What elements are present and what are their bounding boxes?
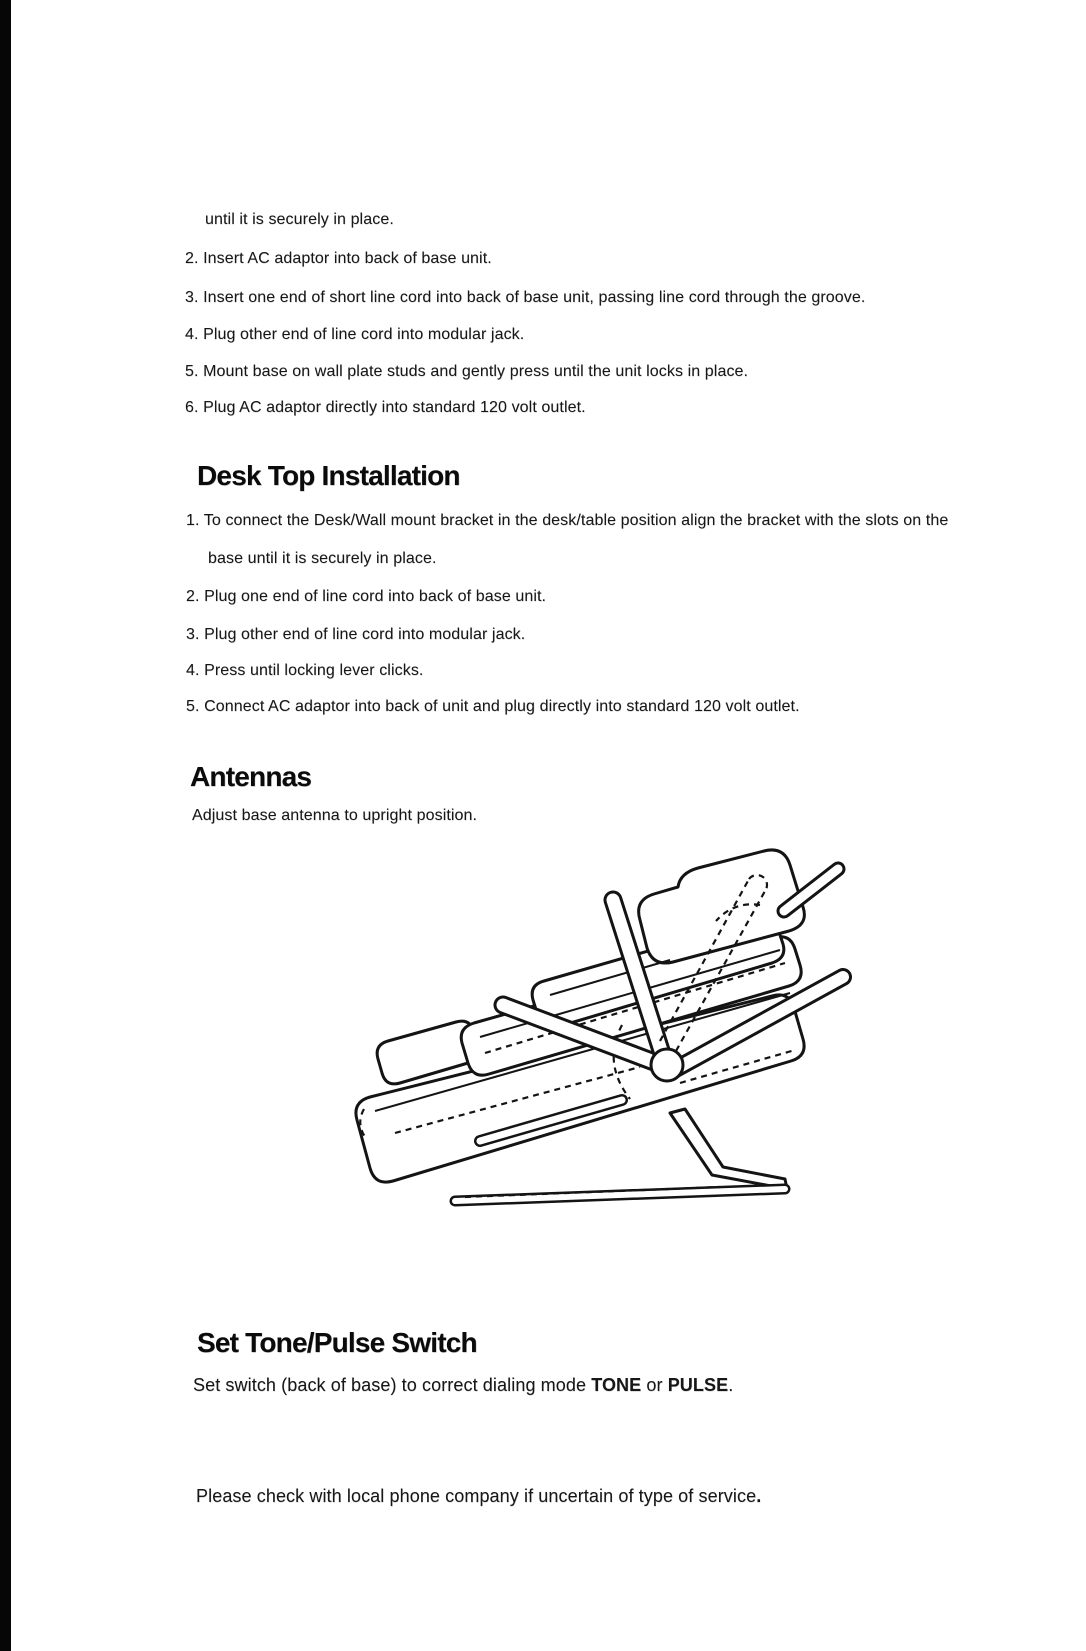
antenna-pivot <box>651 1049 683 1081</box>
desk-top-installation-heading: Desk Top Installation <box>197 460 460 491</box>
wall-step-3: 3. Insert one end of short line cord into back of base unit, passing line cord through the groove. <box>185 289 866 306</box>
tone-pulse-connector: or <box>641 1375 668 1395</box>
phone-company-note-period: . <box>756 1486 762 1506</box>
wall-step-5: 5. Mount base on wall plate studs and gently press until the unit locks in place. <box>185 363 749 380</box>
desk-step-4: 4. Press until locking lever clicks. <box>186 662 424 679</box>
wall-step-4: 4. Plug other end of line cord into modular jack. <box>185 326 525 343</box>
tone-pulse-sentence <box>193 1375 733 1395</box>
tone-pulse-sentence-suffix: . <box>728 1375 734 1395</box>
wall-step-6: 6. Plug AC adaptor directly into standard 120 volt outlet. <box>185 399 586 416</box>
antennas-instruction: Adjust base antenna to upright position. <box>192 807 478 824</box>
desk-step-5: 5. Connect AC adaptor into back of unit and plug directly into standard 120 volt outlet. <box>186 698 800 715</box>
wall-step-continuation: until it is securely in place. <box>205 211 394 228</box>
scan-edge-bar <box>0 0 11 1651</box>
tone-pulse-heading: Set Tone/Pulse Switch <box>197 1327 477 1358</box>
phone-base-illustration <box>340 845 860 1220</box>
desk-step-2: 2. Plug one end of line cord into back of base unit. <box>186 588 547 605</box>
desk-step-1-line-1: 1. To connect the Desk/Wall mount bracket in the desk/table position align the bracket with the slots on the <box>186 512 949 529</box>
wall-step-2: 2. Insert AC adaptor into back of base unit. <box>185 250 492 267</box>
pulse-mode-label: PULSE <box>667 1375 729 1395</box>
phone-body <box>356 850 804 1182</box>
phone-company-note <box>196 1486 761 1506</box>
desk-step-1-line-2: base until it is securely in place. <box>208 550 437 567</box>
antennas-heading: Antennas <box>190 761 312 792</box>
tone-mode-label: TONE <box>591 1375 642 1395</box>
desk-step-3: 3. Plug other end of line cord into modular jack. <box>186 626 526 643</box>
tone-pulse-sentence-prefix: Set switch (back of base) to correct dialing mode <box>193 1375 592 1395</box>
phone-company-note-text: Please check with local phone company if uncertain of type of service <box>196 1486 757 1506</box>
